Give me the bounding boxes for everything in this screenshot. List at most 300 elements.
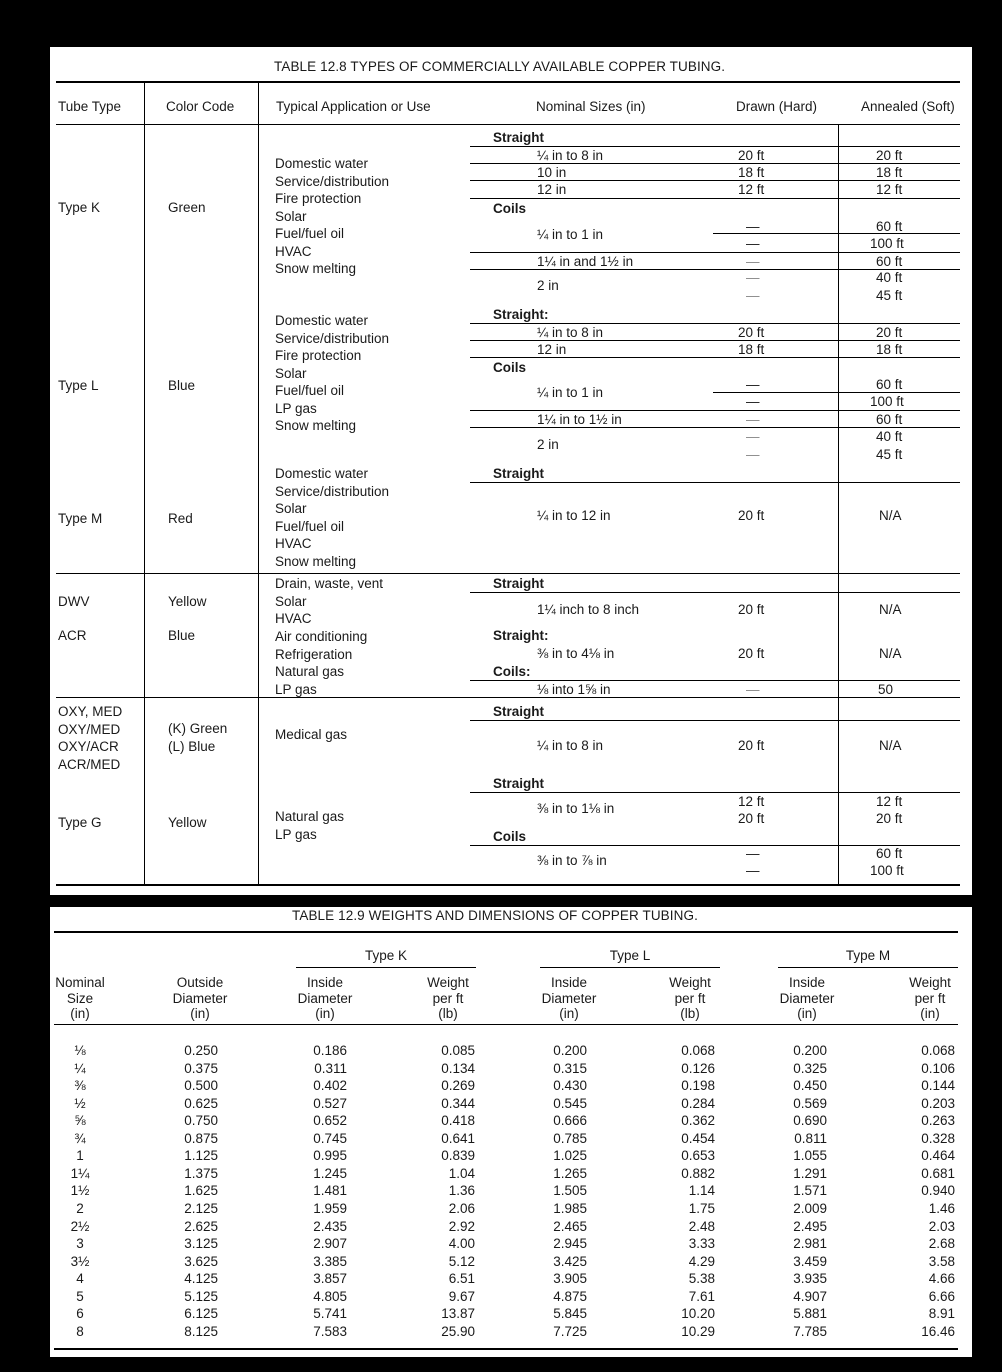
k-weight-cell: 0.344	[441, 1095, 475, 1111]
size-value: 1¼ in to 1½ in	[537, 412, 622, 427]
annealed-value: 60 ft	[876, 377, 903, 392]
m-weight-cell: 0.203	[921, 1095, 955, 1111]
type-m-color: Red	[168, 511, 193, 526]
header-line: Diameter	[779, 990, 835, 1006]
size-value: ⅜ in to 1⅛ in	[537, 801, 615, 816]
l-inside-diameter-cell: 0.785	[553, 1130, 587, 1146]
m-weight-cell: 0.144	[921, 1078, 955, 1094]
size-value: ⅜ in to ⅞ in	[537, 853, 607, 868]
annealed-value: 40 ft	[876, 270, 903, 285]
header-line: per ft	[674, 990, 706, 1006]
outside-diameter-cell: 2.625	[184, 1218, 218, 1234]
k-inside-diameter-cell: 3.857	[313, 1271, 347, 1287]
k-inside-diameter-cell: 5.741	[313, 1306, 347, 1322]
annealed-value: 45 ft	[876, 288, 903, 303]
l-weight-cell: 3.33	[688, 1236, 715, 1252]
size-value: ¼ in to 8 in	[537, 148, 604, 163]
copper-tubing-weights-table	[50, 907, 972, 1357]
l-inside-diameter-cell: 5.845	[553, 1306, 587, 1322]
drawn-value: 18 ft	[738, 342, 765, 357]
l-inside-diameter-cell: 3.905	[553, 1271, 587, 1287]
k-inside-diameter-cell: 1.245	[313, 1165, 347, 1181]
k-inside-diameter-cell: 2.435	[313, 1218, 347, 1234]
application-item: Solar	[275, 593, 307, 609]
outside-diameter-cell: 0.625	[184, 1095, 218, 1111]
nominal-size-cell: ¼	[74, 1060, 86, 1076]
k-weight-cell: 1.04	[448, 1165, 475, 1181]
annealed-value: 12 ft	[876, 182, 903, 197]
copper-tubing-types-table	[50, 47, 972, 895]
l-weight-cell: 0.653	[681, 1148, 715, 1164]
nominal-size-cell: ½	[74, 1095, 86, 1111]
type-m-name: Type M	[58, 511, 103, 526]
l-weight-cell: 1.14	[688, 1183, 715, 1199]
group-type-m: Type M	[845, 948, 891, 963]
table-row	[50, 1147, 972, 1165]
size-value: ¼ in to 12 in	[537, 508, 611, 523]
m-weight-cell: 2.68	[928, 1236, 955, 1252]
k-weight-cell: 0.641	[441, 1130, 475, 1146]
table-bottom-rule	[54, 1348, 958, 1350]
header-line: (in)	[70, 1006, 90, 1021]
k-weight-cell: 0.085	[441, 1043, 475, 1058]
header-line: per ft	[914, 990, 946, 1006]
nominal-size-cell: 8	[76, 1323, 84, 1339]
application-item: Natural gas	[275, 664, 345, 679]
header-line: Outside	[176, 975, 224, 990]
type-g-applications	[275, 808, 344, 843]
l-inside-diameter-cell: 7.725	[553, 1323, 587, 1339]
m-inside-diameter-cell: 5.881	[793, 1306, 827, 1322]
k-weight-cell: 1.36	[448, 1183, 475, 1199]
header-k-weight	[403, 975, 493, 1022]
oxy-application: Medical gas	[275, 727, 348, 742]
annealed-value: 60 ft	[876, 219, 903, 234]
l-inside-diameter-cell: 1.505	[553, 1183, 587, 1199]
table-row	[50, 1095, 972, 1113]
l-weight-cell: 1.75	[688, 1200, 715, 1216]
m-inside-diameter-cell: 7.785	[793, 1323, 827, 1339]
nominal-size-cell: ⅝	[74, 1113, 86, 1129]
dwv-straight-label: Straight	[493, 576, 545, 591]
outside-diameter-cell: 0.875	[184, 1130, 218, 1146]
header-line: Size	[66, 990, 94, 1006]
header-line: Weight	[427, 975, 469, 990]
dash: —	[746, 254, 760, 269]
type-g-color: Yellow	[168, 815, 207, 830]
table-row	[50, 1112, 972, 1130]
header-line: (lb)	[438, 1006, 458, 1021]
table-row	[50, 1305, 972, 1323]
application-item: Natural gas	[275, 809, 345, 824]
application-item: Fire protection	[275, 191, 362, 206]
outside-diameter-cell: 1.625	[184, 1183, 218, 1199]
header-line: Nominal	[55, 975, 105, 990]
l-inside-diameter-cell: 2.465	[553, 1218, 587, 1234]
annealed-value: 18 ft	[876, 165, 903, 180]
header-l-inside-diameter	[524, 975, 614, 1022]
size-value: ¼ in to 1 in	[537, 227, 604, 242]
acr-applications	[275, 628, 367, 698]
nominal-size-cell: 4	[76, 1271, 84, 1287]
m-weight-cell: 0.068	[921, 1043, 955, 1058]
outside-diameter-cell: 3.125	[184, 1236, 218, 1252]
color-code: (L) Blue	[168, 738, 216, 754]
nominal-size-cell: 2	[76, 1200, 84, 1216]
header-color-code: Color Code	[166, 99, 235, 114]
outside-diameter-cell: 1.125	[184, 1148, 218, 1164]
acr-color: Blue	[168, 628, 196, 643]
outside-diameter-cell: 8.125	[184, 1323, 218, 1339]
size-value: ¼ in to 8 in	[537, 738, 604, 753]
header-line: Diameter	[541, 990, 597, 1006]
l-weight-cell: 0.068	[681, 1043, 715, 1058]
table-row	[50, 1323, 972, 1341]
application-item: Solar	[275, 208, 307, 224]
k-inside-diameter-cell: 1.959	[313, 1200, 347, 1216]
l-weight-cell: 0.882	[681, 1165, 715, 1181]
size-value: 2 in	[537, 278, 559, 293]
type-k-name: Type K	[58, 200, 101, 215]
type-k-color: Green	[168, 200, 206, 215]
table-top-rule	[54, 931, 958, 933]
k-weight-cell: 25.90	[441, 1323, 475, 1339]
outside-diameter-cell: 0.375	[184, 1060, 218, 1076]
application-item: Domestic water	[275, 313, 369, 328]
k-inside-diameter-cell: 0.745	[313, 1130, 347, 1146]
type-k-straight-label: Straight	[493, 130, 545, 145]
m-weight-cell: 3.58	[928, 1253, 955, 1269]
application-item: Service/distribution	[275, 173, 390, 189]
nominal-size-cell: ⅛	[74, 1043, 86, 1058]
table-row	[50, 1200, 972, 1218]
nominal-size-cell: 1½	[70, 1183, 90, 1199]
annealed-value: N/A	[879, 508, 902, 523]
table-row	[50, 1042, 972, 1060]
application-item: LP gas	[275, 400, 317, 416]
k-inside-diameter-cell: 0.652	[313, 1113, 347, 1129]
m-inside-diameter-cell: 1.055	[793, 1148, 827, 1164]
k-weight-cell: 0.839	[441, 1148, 475, 1164]
application-item: Fuel/fuel oil	[275, 518, 345, 534]
type-g-name: Type G	[58, 815, 102, 830]
dash: —	[746, 394, 760, 409]
drawn-value: 20 ft	[738, 325, 765, 340]
k-weight-cell: 6.51	[448, 1271, 475, 1287]
dash: —	[746, 863, 760, 878]
header-rule	[54, 1024, 958, 1025]
m-weight-cell: 0.464	[921, 1148, 955, 1164]
application-item: Snow melting	[275, 553, 357, 569]
m-inside-diameter-cell: 2.009	[793, 1200, 827, 1216]
header-nominal-size	[50, 975, 110, 1022]
header-line: Weight	[669, 975, 711, 990]
dwv-name: DWV	[58, 594, 90, 609]
k-inside-diameter-cell: 0.527	[313, 1095, 347, 1111]
color-code: (K) Green	[168, 721, 228, 736]
m-inside-diameter-cell: 3.459	[793, 1253, 827, 1269]
column-divider	[144, 81, 145, 885]
annealed-value: 100 ft	[870, 394, 904, 409]
header-nominal-sizes: Nominal Sizes (in)	[536, 99, 646, 114]
annealed-value: 18 ft	[876, 342, 903, 357]
size-value: ¼ in to 8 in	[537, 325, 604, 340]
l-inside-diameter-cell: 2.945	[553, 1236, 587, 1252]
nominal-size-cell: 6	[76, 1306, 84, 1322]
nominal-size-cell: 3	[76, 1236, 84, 1252]
acr-coils-label: Coils:	[493, 664, 531, 679]
k-weight-cell: 2.92	[448, 1218, 475, 1234]
type-m-straight-label: Straight	[493, 466, 545, 481]
dash: —	[746, 447, 760, 462]
k-inside-diameter-cell: 0.186	[313, 1043, 347, 1058]
header-line: Diameter	[172, 990, 228, 1006]
l-inside-diameter-cell: 4.875	[553, 1288, 587, 1304]
nominal-size-cell: ⅜	[74, 1078, 86, 1094]
type-l-straight-label: Straight:	[493, 307, 549, 322]
application-item: Service/distribution	[275, 330, 390, 346]
m-weight-cell: 0.681	[921, 1165, 955, 1181]
application-item: Domestic water	[275, 466, 369, 481]
type-g-coils-label: Coils	[493, 829, 527, 844]
table-row	[50, 1288, 972, 1306]
table-row	[50, 1253, 972, 1271]
m-inside-diameter-cell: 2.981	[793, 1236, 827, 1252]
l-inside-diameter-cell: 0.545	[553, 1095, 587, 1111]
table-row	[50, 1130, 972, 1148]
type-k-applications	[275, 155, 389, 278]
m-weight-cell: 1.46	[928, 1200, 955, 1216]
m-inside-diameter-cell: 0.325	[793, 1060, 827, 1076]
application-item: Fuel/fuel oil	[275, 383, 345, 398]
nominal-size-cell: 2½	[70, 1218, 90, 1234]
header-line: Inside	[788, 975, 826, 990]
header-k-inside-diameter	[280, 975, 370, 1022]
row-rule	[470, 357, 960, 358]
application-item: LP gas	[275, 826, 317, 842]
k-inside-diameter-cell: 3.385	[313, 1253, 347, 1269]
header-line: (in)	[559, 1006, 579, 1021]
application-item: Drain, waste, vent	[275, 576, 384, 591]
annealed-value: 60 ft	[876, 846, 903, 861]
header-line: Inside	[306, 975, 344, 990]
m-inside-diameter-cell: 1.571	[793, 1183, 827, 1199]
l-inside-diameter-cell: 1.985	[553, 1200, 587, 1216]
application-item: HVAC	[275, 611, 312, 626]
l-inside-diameter-cell: 0.666	[553, 1113, 587, 1129]
drawn-value: 20 ft	[738, 148, 765, 163]
m-weight-cell: 0.106	[921, 1060, 955, 1076]
row-rule	[470, 720, 960, 721]
m-weight-cell: 0.263	[921, 1113, 955, 1129]
size-value: 1¼ inch to 8 inch	[537, 602, 640, 617]
nominal-size-cell: ¾	[74, 1130, 86, 1146]
annealed-value: N/A	[879, 738, 902, 753]
m-inside-diameter-cell: 0.450	[793, 1078, 827, 1094]
dash: —	[746, 270, 760, 285]
l-weight-cell: 10.20	[681, 1306, 715, 1322]
oxy-names	[58, 703, 122, 773]
header-l-weight	[645, 975, 735, 1022]
header-tube-type: Tube Type	[58, 99, 122, 114]
l-inside-diameter-cell: 3.425	[553, 1253, 587, 1269]
dash: —	[746, 219, 760, 234]
dash: —	[746, 236, 760, 251]
size-value: ¼ in to 1 in	[537, 385, 604, 400]
annealed-value: 60 ft	[876, 412, 903, 427]
header-line: (lb)	[680, 1006, 700, 1021]
m-inside-diameter-cell: 3.935	[793, 1271, 827, 1287]
table-row	[50, 1060, 972, 1078]
m-weight-cell: 4.66	[928, 1271, 955, 1287]
k-weight-cell: 0.269	[441, 1078, 475, 1094]
header-drawn: Drawn (Hard)	[736, 99, 818, 114]
annealed-value: 50	[878, 682, 894, 697]
table-row	[50, 1270, 972, 1288]
k-weight-cell: 0.134	[441, 1060, 475, 1076]
l-weight-cell: 0.454	[681, 1130, 715, 1146]
type-l-color: Blue	[168, 378, 196, 393]
annealed-value: 12 ft	[876, 794, 903, 809]
outside-diameter-cell: 5.125	[184, 1288, 218, 1304]
m-inside-diameter-cell: 2.495	[793, 1218, 827, 1234]
application-item: Solar	[275, 365, 307, 381]
tube-type-name: OXY/ACR	[58, 739, 119, 754]
m-inside-diameter-cell: 0.200	[793, 1043, 827, 1058]
m-weight-cell: 6.66	[928, 1288, 955, 1304]
l-weight-cell: 7.61	[688, 1288, 715, 1304]
l-weight-cell: 2.48	[688, 1218, 715, 1234]
header-line: (in)	[315, 1006, 335, 1021]
outside-diameter-cell: 0.250	[184, 1043, 218, 1058]
application-item: LP gas	[275, 681, 317, 697]
outside-diameter-cell: 3.625	[184, 1253, 218, 1269]
tube-type-name: OXY/MED	[58, 721, 121, 737]
dwv-applications	[275, 575, 383, 628]
k-inside-diameter-cell: 4.805	[313, 1288, 347, 1304]
table-12-8-title: TABLE 12.8 TYPES OF COMMERCIALLY AVAILABLE COPPER TUBING.	[274, 59, 726, 74]
size-value: 10 in	[537, 165, 567, 180]
type-l-name: Type L	[58, 378, 99, 393]
table-row	[50, 1218, 972, 1236]
group-type-l: Type L	[609, 948, 651, 963]
l-inside-diameter-cell: 0.200	[553, 1043, 587, 1058]
annealed-value: 20 ft	[876, 811, 903, 826]
drawn-value: 20 ft	[738, 811, 765, 826]
l-inside-diameter-cell: 0.315	[553, 1060, 587, 1076]
application-item: Fuel/fuel oil	[275, 226, 345, 241]
annealed-value: 45 ft	[876, 447, 903, 462]
dash: —	[746, 846, 760, 861]
section-rule	[56, 697, 960, 698]
table-12-9-title: TABLE 12.9 WEIGHTS AND DIMENSIONS OF COPPER TUBING.	[292, 908, 698, 923]
nominal-size-cell: 3½	[70, 1253, 90, 1269]
l-weight-cell: 0.198	[681, 1078, 715, 1094]
oxy-colors	[168, 720, 227, 755]
acr-straight-label: Straight:	[493, 628, 549, 643]
column-divider	[838, 124, 839, 885]
header-line: Weight	[909, 975, 951, 990]
outside-diameter-cell: 4.125	[184, 1271, 218, 1287]
table-row	[50, 1077, 972, 1095]
nominal-size-cell: 1	[76, 1148, 84, 1164]
l-weight-cell: 5.38	[688, 1271, 715, 1287]
drawn-value: 20 ft	[738, 602, 765, 617]
type-l-coils-label: Coils	[493, 360, 527, 375]
header-line: (in)	[797, 1006, 817, 1021]
nominal-size-cell: 5	[76, 1288, 84, 1304]
m-inside-diameter-cell: 1.291	[793, 1165, 827, 1181]
l-inside-diameter-cell: 1.265	[553, 1165, 587, 1181]
application-item: HVAC	[275, 243, 312, 259]
header-line: Diameter	[297, 990, 353, 1006]
l-weight-cell: 4.29	[688, 1253, 715, 1269]
size-value: 2 in	[537, 437, 559, 452]
drawn-value: 20 ft	[738, 646, 765, 661]
annealed-value: 60 ft	[876, 254, 903, 269]
m-weight-cell: 8.91	[928, 1306, 955, 1322]
m-inside-diameter-cell: 0.569	[793, 1095, 827, 1111]
tube-type-name: OXY, MED	[58, 704, 123, 719]
l-weight-cell: 0.284	[681, 1095, 715, 1111]
application-item: Snow melting	[275, 261, 357, 276]
k-weight-cell: 4.00	[448, 1236, 475, 1252]
application-item: Service/distribution	[275, 483, 390, 499]
tube-type-name: ACR/MED	[58, 756, 121, 772]
dash: —	[746, 429, 760, 444]
header-rule	[56, 124, 960, 125]
application-item: HVAC	[275, 536, 312, 551]
table-row	[50, 1182, 972, 1200]
application-item: Solar	[275, 501, 307, 516]
column-divider	[258, 81, 259, 885]
table-row	[50, 1235, 972, 1253]
k-weight-cell: 13.87	[441, 1306, 475, 1322]
annealed-value: 100 ft	[870, 863, 904, 878]
size-value: 12 in	[537, 342, 567, 357]
annealed-value: 100 ft	[870, 236, 904, 251]
application-item: Air conditioning	[275, 629, 368, 644]
annealed-value: N/A	[879, 602, 902, 617]
application-item: Fire protection	[275, 348, 362, 363]
group-type-k: Type K	[364, 948, 408, 963]
l-inside-diameter-cell: 1.025	[553, 1148, 587, 1164]
annealed-value: 20 ft	[876, 148, 903, 163]
drawn-value: 20 ft	[738, 738, 765, 753]
dash: —	[746, 412, 760, 427]
header-application: Typical Application or Use	[276, 99, 431, 114]
k-weight-cell: 0.418	[441, 1113, 475, 1129]
drawn-value: 12 ft	[738, 794, 765, 809]
k-inside-diameter-cell: 0.311	[314, 1060, 347, 1076]
type-k-coils-label: Coils	[493, 201, 527, 216]
k-inside-diameter-cell: 0.995	[313, 1148, 347, 1164]
m-weight-cell: 0.940	[921, 1183, 955, 1199]
application-item: Snow melting	[275, 418, 357, 433]
row-rule	[470, 592, 960, 593]
dash: —	[746, 682, 760, 697]
size-value: 1¼ in and 1½ in	[537, 254, 634, 269]
size-value: ⅛ into 1⅝ in	[537, 682, 611, 697]
m-weight-cell: 16.46	[921, 1323, 955, 1339]
header-line: (in)	[190, 1006, 210, 1021]
group-rule	[540, 967, 720, 968]
group-rule	[296, 967, 476, 968]
row-rule	[470, 482, 960, 483]
application-item: Refrigeration	[275, 646, 353, 662]
outside-diameter-cell: 0.500	[184, 1078, 218, 1094]
m-inside-diameter-cell: 4.907	[793, 1288, 827, 1304]
